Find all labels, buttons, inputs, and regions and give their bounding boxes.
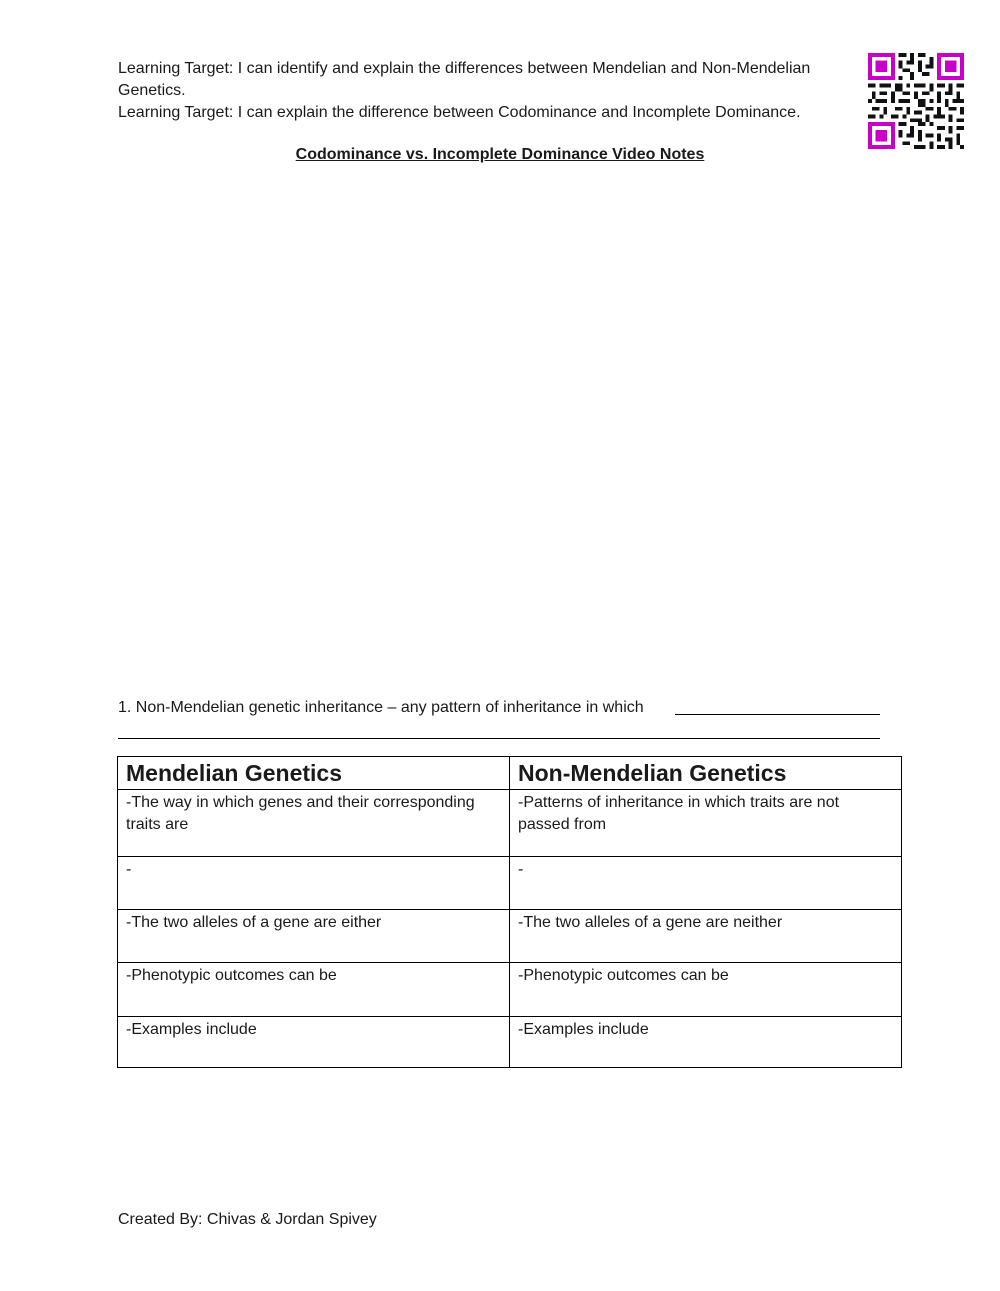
table-cell[interactable]: -The two alleles of a gene are neither — [510, 910, 902, 963]
table-row — [118, 910, 902, 963]
table-row — [118, 1017, 902, 1068]
table-cell[interactable]: -Patterns of inheritance in which traits are not passed from — [510, 790, 902, 857]
header-non-mendelian: Non-Mendelian Genetics — [510, 757, 902, 790]
page-title: Codominance vs. Incomplete Dominance Video Notes — [295, 146, 705, 163]
table-cell[interactable]: -Phenotypic outcomes can be — [118, 963, 510, 1017]
qr-code-icon[interactable] — [868, 53, 964, 149]
table-cell[interactable]: -The two alleles of a gene are either — [118, 910, 510, 963]
table-cell[interactable]: -Examples include — [510, 1017, 902, 1068]
learning-target-2: Learning Target: I can explain the difference between Codominance and Incomplete Dominance. — [118, 104, 801, 121]
comparison-table — [117, 756, 902, 1068]
table-cell[interactable]: -Phenotypic outcomes can be — [510, 963, 902, 1017]
table-cell[interactable]: - — [510, 857, 902, 910]
table-row — [118, 857, 902, 910]
table-cell[interactable]: - — [118, 857, 510, 910]
question-1: 1. Non-Mendelian genetic inheritance – any pattern of inheritance in which — [118, 699, 644, 716]
table-cell[interactable]: -The way in which genes and their corresponding traits are — [118, 790, 510, 857]
header-mendelian: Mendelian Genetics — [118, 757, 510, 790]
table-cell[interactable]: -Examples include — [118, 1017, 510, 1068]
learning-targets — [118, 58, 853, 124]
table-row — [118, 790, 902, 857]
question-1-answer-blank[interactable] — [675, 714, 880, 715]
footer-credit: Created By: Chivas & Jordan Spivey — [118, 1211, 377, 1228]
question-1-answer-line[interactable] — [118, 738, 880, 739]
table-header-row — [118, 757, 902, 790]
table-row — [118, 963, 902, 1017]
learning-target-1: Learning Target: I can identify and explain the differences between Mendelian and Non-Mendelian Genetics. — [118, 60, 811, 99]
